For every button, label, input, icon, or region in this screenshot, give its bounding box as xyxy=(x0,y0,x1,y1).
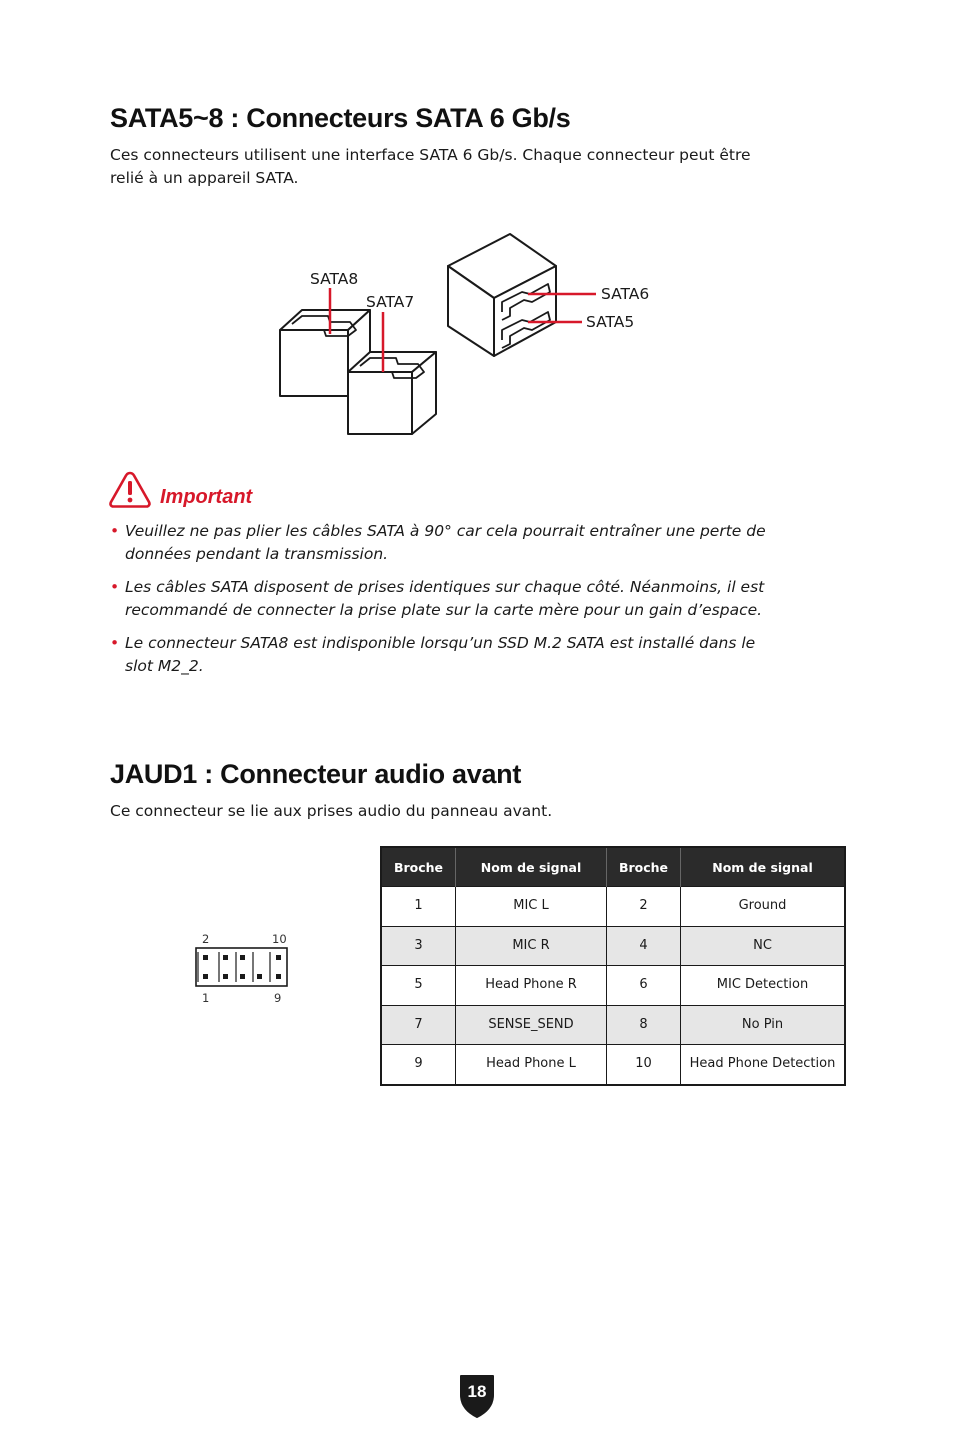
table-cell: 8 xyxy=(607,1005,681,1045)
table-cell: 6 xyxy=(607,966,681,1006)
page-number: 18 xyxy=(467,1382,487,1401)
important-item-line2: recommandé de connecter la prise plate sur la carte mère pour un gain d’espace. xyxy=(125,601,763,619)
table-cell: 2 xyxy=(607,887,681,927)
sata7-connector xyxy=(348,352,436,434)
important-item-line1: Les câbles SATA disposent de prises identiques sur chaque côté. Néanmoins, il est xyxy=(125,578,765,596)
important-item-line1: Le connecteur SATA8 est indisponible lorsqu’un SSD M.2 SATA est installé dans le xyxy=(125,634,756,652)
table-header: Nom de signal xyxy=(456,847,607,887)
important-item-line2: slot M2_2. xyxy=(125,657,204,675)
table-cell: Head Phone R xyxy=(456,966,607,1006)
table-cell: MIC R xyxy=(456,926,607,966)
table-cell: 1 xyxy=(381,887,456,927)
important-item xyxy=(110,576,850,622)
table-header: Nom de signal xyxy=(681,847,846,887)
table-row xyxy=(381,926,845,966)
important-item-line1: Veuillez ne pas plier les câbles SATA à 90° car cela pourrait entraîner une perte de xyxy=(125,522,766,540)
table-cell: MIC Detection xyxy=(681,966,846,1006)
table-header-row xyxy=(381,847,845,887)
warning-triangle-icon xyxy=(108,470,152,510)
table-cell: Head Phone Detection xyxy=(681,1045,846,1085)
bullet-dot-icon: • xyxy=(110,522,120,540)
table-cell: Ground xyxy=(681,887,846,927)
important-title: Important xyxy=(160,486,253,508)
table-cell: SENSE_SEND xyxy=(456,1005,607,1045)
pin-label-top-right: 10 xyxy=(272,932,287,946)
table-cell: No Pin xyxy=(681,1005,846,1045)
table-cell: 5 xyxy=(381,966,456,1006)
sata-section-title: SATA5~8 : Connecteurs SATA 6 Gb/s xyxy=(110,103,571,133)
important-list xyxy=(110,520,850,688)
jaud-pin-diagram xyxy=(190,928,300,1010)
pin-label-bottom-right: 9 xyxy=(274,991,282,1005)
important-item xyxy=(110,632,850,678)
table-header: Broche xyxy=(607,847,681,887)
table-cell: 10 xyxy=(607,1045,681,1085)
sata-connector-diagram xyxy=(270,222,690,442)
sata8-label: SATA8 xyxy=(310,270,359,288)
bullet-dot-icon: • xyxy=(110,578,120,596)
pin-label-bottom-left: 1 xyxy=(202,991,210,1005)
table-cell: 4 xyxy=(607,926,681,966)
sata-description xyxy=(110,144,830,190)
sata7-label: SATA7 xyxy=(366,293,415,311)
table-row xyxy=(381,1005,845,1045)
pin-label-top-left: 2 xyxy=(202,932,210,946)
sata-description-line1: Ces connecteurs utilisent une interface SATA 6 Gb/s. Chaque connecteur peut être xyxy=(110,146,751,164)
important-item-line2: données pendant la transmission. xyxy=(125,545,389,563)
table-cell: 7 xyxy=(381,1005,456,1045)
jaud-description: Ce connecteur se lie aux prises audio du panneau avant. xyxy=(110,802,553,820)
jaud-section-title: JAUD1 : Connecteur audio avant xyxy=(110,759,522,789)
table-row xyxy=(381,1045,845,1085)
table-row xyxy=(381,966,845,1006)
table-cell: Head Phone L xyxy=(456,1045,607,1085)
important-item xyxy=(110,520,850,566)
table-cell: MIC L xyxy=(456,887,607,927)
table-cell: 3 xyxy=(381,926,456,966)
table-cell: NC xyxy=(681,926,846,966)
table-header: Broche xyxy=(381,847,456,887)
pin-table xyxy=(380,846,846,1086)
sata6-label: SATA6 xyxy=(601,285,650,303)
sata5-label: SATA5 xyxy=(586,313,635,331)
table-cell: 9 xyxy=(381,1045,456,1085)
table-row xyxy=(381,887,845,927)
bullet-dot-icon: • xyxy=(110,634,120,652)
sata-description-line2: relié à un appareil SATA. xyxy=(110,169,299,187)
